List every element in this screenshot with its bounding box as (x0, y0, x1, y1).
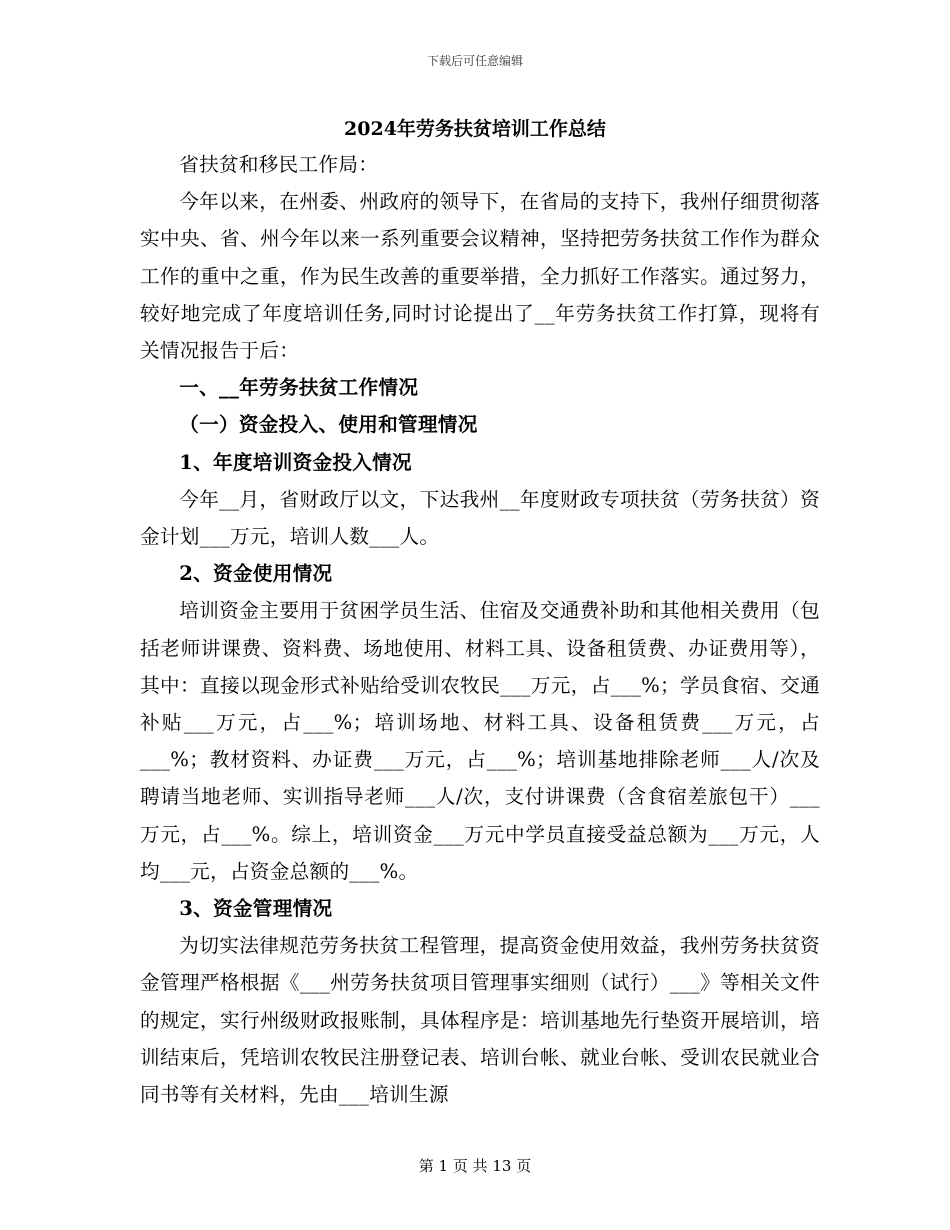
page-footer: 第 1 页 共 13 页 (418, 1157, 532, 1175)
item-heading: 1、年度培训资金投入情况 (179, 450, 412, 474)
salutation: 省扶贫和移民工作局： (179, 153, 379, 176)
document-body (140, 146, 820, 1113)
page-header-note: 下载后可任意编辑 (426, 54, 523, 68)
document-title: 2024年劳务扶贫培训工作总结 (344, 118, 606, 140)
item-heading: 2、资金使用情况 (179, 562, 333, 586)
funding-input-paragraph: 今年__月，省财政厅以文，下达我州__年度财政专项扶贫（劳务扶贫）资金计划___万元，培训人数___人。 (140, 487, 820, 549)
funding-management-paragraph: 为切实法律规范劳务扶贫工程管理，提高资金使用效益，我州劳务扶贫资金管理严格根据《___州劳务扶贫项目管理事实细则（试行）___》等相关文件的规定，实行州级财政报账制，具体程序是：培训基地先行垫资开展培训，培训结束后，凭培训农牧民注册登记表、培训台帐、就业台帐、受训农民就业合同书等有关材料，先由___培训生源 (140, 934, 820, 1107)
intro-paragraph: 今年以来，在州委、州政府的领导下，在省局的支持下，我州仔细贯彻落实中央、省、州今年以来一系列重要会议精神，坚持把劳务扶贫工作作为群众工作的重中之重，作为民生改善的重要举措，全力抓好工作落实。通过努力，较好地完成了年度培训任务,同时讨论提出了__年劳务扶贫工作打算，现将有关情况报告于后： (140, 190, 820, 363)
item-heading: 3、资金管理情况 (179, 897, 333, 921)
funding-use-paragraph: 培训资金主要用于贫困学员生活、住宿及交通费补助和其他相关费用（包括老师讲课费、资料费、场地使用、材料工具、设备租赁费、办证费用等），其中：直接以现金形式补贴给受训农牧民___万元，占___%；学员食宿、交通补贴___万元，占___%；培训场地、材料工具、设备租赁费___万元，占___%；教材资料、办证费___万元，占___%；培训基地排除老师___人/次及聘请当地老师、实训指导老师___人/次，支付讲课费（含食宿差旅包干）___万元，占___%。综上，培训资金___万元中学员直接受益总额为___万元，人均___元，占资金总额的___%。 (140, 599, 820, 883)
subsection-heading: （一）资金投入、使用和管理情况 (179, 413, 478, 437)
section-heading: 一、__年劳务扶贫工作情况 (179, 376, 419, 400)
